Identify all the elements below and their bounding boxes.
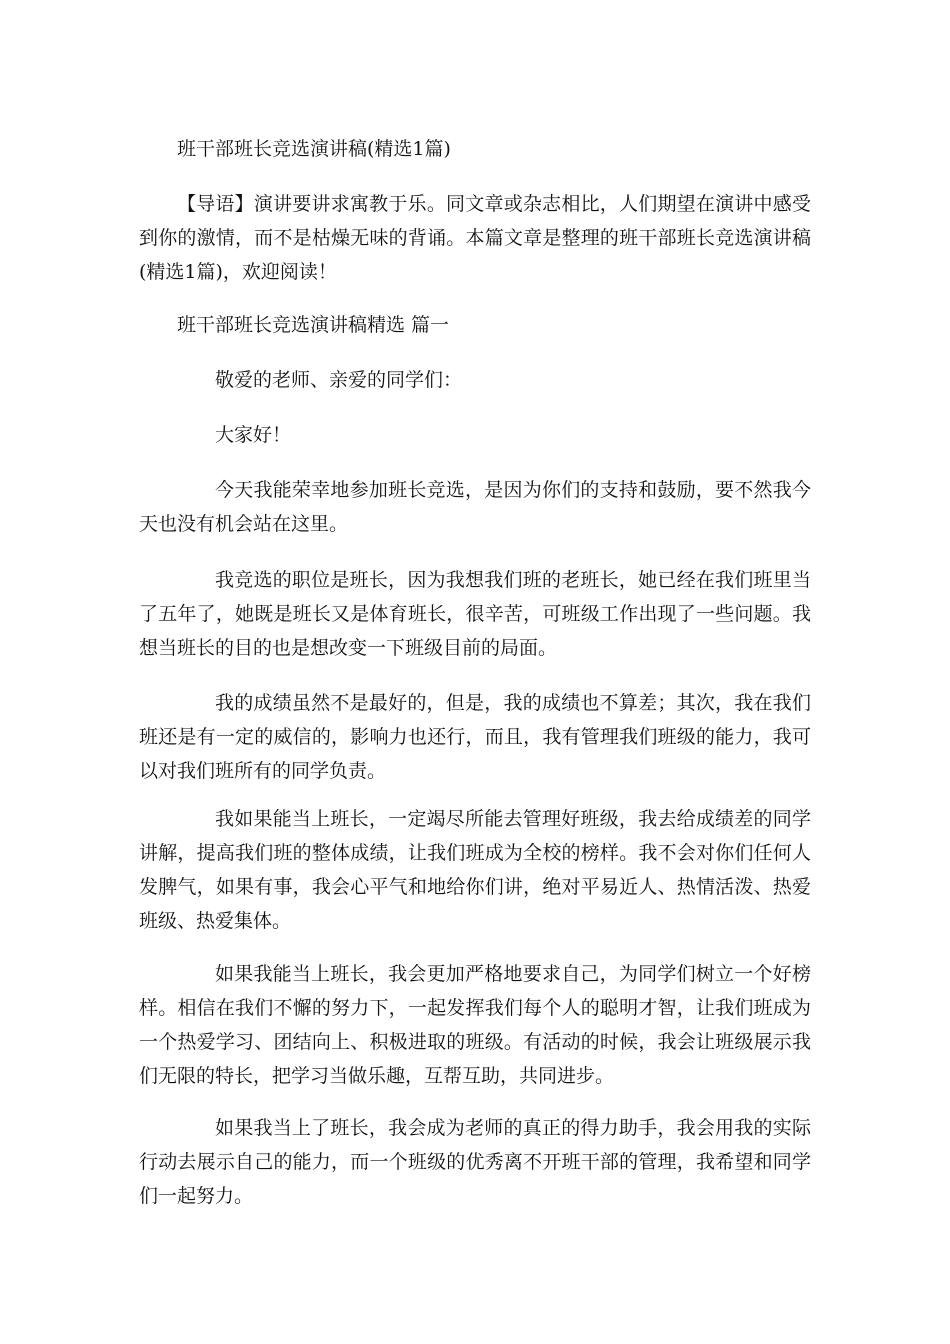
- paragraph-6: 如果我当上了班长，我会成为老师的真正的得力助手，我会用我的实际行动去展示自己的能力，而一个班级的优秀离不开班干部的管理，我希望和同学们一起努力。: [139, 1117, 811, 1207]
- intro-paragraph: 【导语】演讲要讲求寓教于乐。同文章或杂志相比，人们期望在演讲中感受到你的激情，而不是枯燥无味的背诵。本篇文章是整理的班干部班长竞选演讲稿(精选1篇)，欢迎阅读！: [139, 193, 811, 283]
- section-title: 班干部班长竞选演讲稿精选 篇一: [177, 314, 450, 336]
- salutation: 敬爱的老师、亲爱的同学们：: [215, 369, 463, 391]
- paragraph-1: 今天我能荣幸地参加班长竞选，是因为你们的支持和鼓励，要不然我今天也没有机会站在这里。: [139, 479, 811, 535]
- document-title: 班干部班长竞选演讲稿(精选1篇): [177, 138, 451, 160]
- paragraph-3: 我的成绩虽然不是最好的，但是，我的成绩也不算差；其次，我在我们班还是有一定的威信的，影响力也还行，而且，我有管理我们班级的能力，我可以对我们班所有的同学负责。: [139, 692, 811, 782]
- greeting: 大家好！: [215, 424, 292, 446]
- paragraph-2: 我竞选的职位是班长，因为我想我们班的老班长，她已经在我们班里当了五年了，她既是班长又是体育班长，很辛苦，可班级工作出现了一些问题。我想当班长的目的也是想改变一下班级目前的局面。: [139, 569, 811, 659]
- paragraph-4: 我如果能当上班长，一定竭尽所能去管理好班级，我去给成绩差的同学讲解，提高我们班的整体成绩，让我们班成为全校的榜样。我不会对你们任何人发脾气，如果有事，我会心平气和地给你们讲，绝对平易近人、热情活泼、热爱班级、热爱集体。: [139, 808, 811, 932]
- paragraph-5: 如果我能当上班长，我会更加严格地要求自己，为同学们树立一个好榜样。相信在我们不懈的努力下，一起发挥我们每个人的聪明才智，让我们班成为一个热爱学习、团结向上、积极进取的班级。有活动的时候，我会让班级展示我们无限的特长，把学习当做乐趣，互帮互助，共同进步。: [139, 963, 811, 1087]
